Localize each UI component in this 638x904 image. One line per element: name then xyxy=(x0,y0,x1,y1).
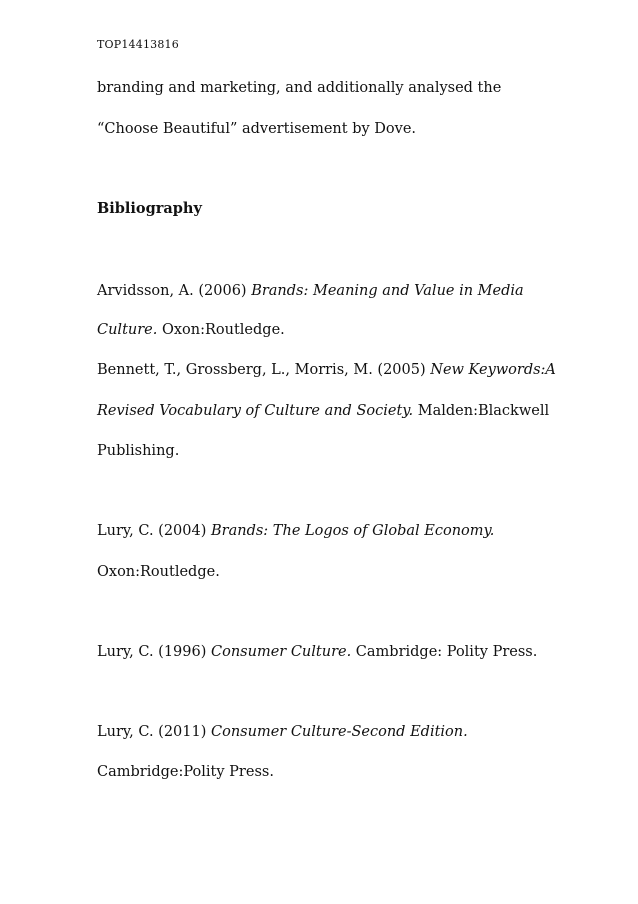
bibliography-entry-lury-1996-line-1 xyxy=(97,643,537,661)
body-text-line-2: “Choose Beautiful” advertisement by Dove. xyxy=(97,121,417,137)
bibliography-entry-lury-2004-line-1 xyxy=(97,522,494,540)
bibliography-entry-arvidsson-line-2 xyxy=(97,321,285,339)
bibliography-heading: Bibliography xyxy=(97,200,202,217)
bibliography-entry-bennett-line-3: Publishing. xyxy=(97,443,180,459)
entry-title-continued: Culture. xyxy=(97,322,158,338)
entry-author-year: Lury, C. (2011) xyxy=(97,724,212,740)
entry-author-year: Bennett, T., Grossberg, L., Morris, M. (2005) xyxy=(97,362,431,378)
body-text-line-1: branding and marketing, and additionally analysed the xyxy=(97,80,502,96)
entry-publisher: Cambridge: Polity Press. xyxy=(351,644,538,660)
entry-publisher: Oxon:Routledge. xyxy=(157,322,285,338)
document-id: TOP14413816 xyxy=(97,38,179,51)
entry-author-year: Lury, C. (2004) xyxy=(97,523,212,539)
bibliography-entry-arvidsson-line-1 xyxy=(97,282,524,300)
entry-title: Brands: Meaning and Value in Media xyxy=(251,283,524,299)
bibliography-entry-bennett-line-1 xyxy=(97,361,556,379)
entry-author-year: Arvidsson, A. (2006) xyxy=(97,283,252,299)
bibliography-entry-bennett-line-2 xyxy=(97,402,549,420)
entry-author-year: Lury, C. (1996) xyxy=(97,644,212,660)
entry-title: Consumer Culture. xyxy=(211,644,352,660)
bibliography-entry-lury-2011-line-2: Cambridge:Polity Press. xyxy=(97,764,274,780)
entry-title: Consumer Culture-Second Edition. xyxy=(211,724,468,740)
entry-title: Brands: The Logos of Global Economy. xyxy=(211,523,495,539)
bibliography-entry-lury-2011-line-1 xyxy=(97,723,468,741)
entry-title-continued: Revised Vocabulary of Culture and Society. xyxy=(97,403,414,419)
bibliography-entry-lury-2004-line-2: Oxon:Routledge. xyxy=(97,564,220,580)
entry-title: New Keywords:A xyxy=(430,362,556,378)
entry-publisher: Malden:Blackwell xyxy=(413,403,550,419)
